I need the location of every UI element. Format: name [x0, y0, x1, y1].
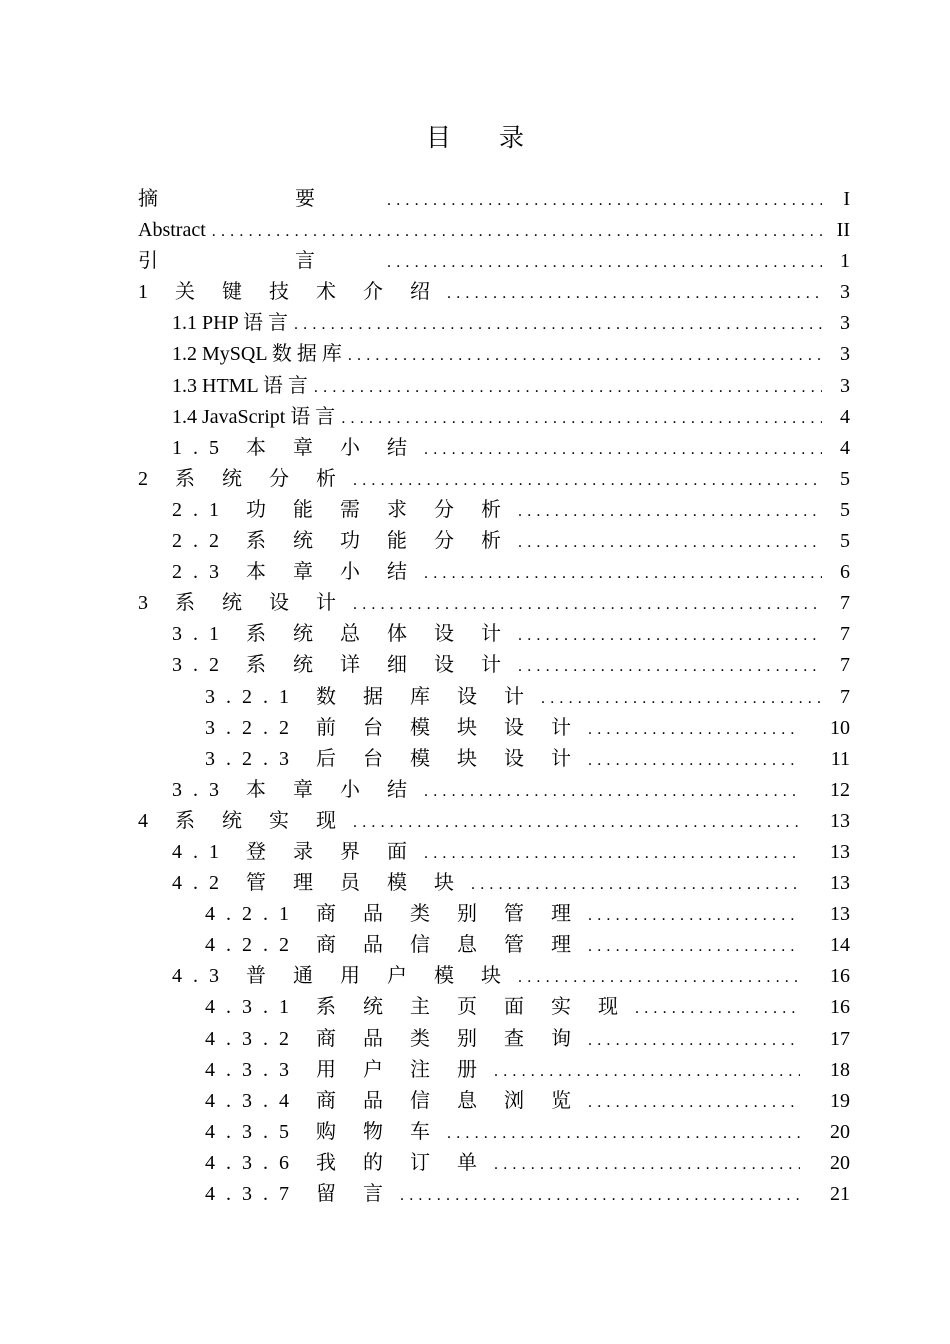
toc-entry[interactable]: [138, 961, 850, 992]
toc-dot-leader: [341, 403, 822, 434]
toc-dot-leader: [494, 1056, 800, 1087]
table-of-contents: [138, 184, 850, 1210]
toc-entry-label: 4.2.1 商 品 类 别 管 理: [205, 903, 582, 926]
toc-entry[interactable]: [138, 992, 850, 1023]
toc-page-number: 18: [830, 1058, 850, 1081]
toc-entry[interactable]: [138, 1024, 850, 1055]
toc-page-number: 20: [830, 1120, 850, 1143]
toc-entry-label: 3.2.3 后 台 模 块 设 计: [205, 747, 582, 770]
toc-entry[interactable]: [138, 184, 850, 215]
toc-entry-label: 1.2 MySQL 数 据 库: [172, 343, 342, 366]
toc-page-number: 13: [830, 903, 850, 926]
toc-entry[interactable]: [138, 588, 850, 619]
toc-entry[interactable]: [138, 837, 850, 868]
toc-entry-label: 4.3.1 系 统 主 页 面 实 现: [205, 996, 629, 1019]
toc-dot-leader: [424, 434, 822, 465]
toc-dot-leader: [447, 278, 822, 309]
toc-entry-label: 3.2 系 统 详 细 设 计: [172, 654, 512, 677]
toc-dot-leader: [447, 1118, 800, 1149]
toc-entry[interactable]: [138, 806, 850, 837]
toc-entry[interactable]: [138, 371, 850, 402]
toc-dot-leader: [635, 993, 800, 1024]
toc-dot-leader: [424, 558, 822, 589]
toc-page-number: 11: [830, 747, 850, 770]
toc-page-number: 5: [840, 498, 850, 521]
toc-page-number: 3: [840, 281, 850, 304]
toc-dot-leader: [588, 931, 800, 962]
toc-entry[interactable]: [138, 1148, 850, 1179]
toc-page-number: I: [843, 188, 850, 210]
toc-entry-label: 1.4 JavaScript 语 言: [172, 405, 336, 428]
toc-page-number: 13: [830, 872, 850, 895]
toc-page-number: 6: [840, 561, 850, 584]
toc-dot-leader: [353, 589, 822, 620]
toc-dot-leader: [588, 1025, 800, 1056]
toc-page-number: 17: [830, 1027, 850, 1050]
toc-entry[interactable]: [138, 899, 850, 930]
toc-entry-label: 4.3.4 商 品 信 息 浏 览: [205, 1089, 582, 1112]
toc-page-number: 19: [830, 1089, 850, 1112]
toc-entry[interactable]: [138, 682, 850, 713]
toc-dot-leader: [424, 838, 800, 869]
toc-entry-label: 2.2 系 统 功 能 分 析: [172, 530, 512, 553]
toc-page-number: 20: [830, 1151, 850, 1174]
toc-entry-label: 3.2.1 数 据 库 设 计: [205, 685, 535, 708]
toc-page-number: 7: [840, 685, 850, 708]
toc-entry[interactable]: [138, 1055, 850, 1086]
toc-page-number: 13: [830, 809, 850, 832]
toc-entry[interactable]: [138, 930, 850, 961]
toc-entry[interactable]: [138, 1179, 850, 1210]
toc-entry-label: 4.1 登 录 界 面: [172, 840, 418, 863]
toc-entry-label: 4.3.2 商 品 类 别 查 询: [205, 1027, 582, 1050]
toc-page-number: 1: [840, 250, 850, 273]
toc-page-number: 16: [830, 996, 850, 1019]
page-title-part-1: 目: [425, 125, 451, 152]
toc-page-number: 4: [840, 405, 850, 428]
toc-page-number: 5: [840, 467, 850, 490]
toc-entry-label: 引 言: [138, 250, 381, 273]
toc-entry[interactable]: [138, 650, 850, 681]
toc-entry[interactable]: [138, 1117, 850, 1148]
toc-dot-leader: [471, 869, 800, 900]
toc-dot-leader: [353, 465, 822, 496]
toc-entry-label: 2.1 功 能 需 求 分 析: [172, 498, 512, 521]
toc-entry-label: 2.3 本 章 小 结: [172, 561, 418, 584]
toc-dot-leader: [541, 683, 822, 714]
toc-page-number: 21: [830, 1183, 850, 1205]
toc-entry[interactable]: [138, 402, 850, 433]
toc-entry-label: 4.2.2 商 品 信 息 管 理: [205, 934, 582, 957]
toc-entry[interactable]: [138, 339, 850, 370]
page-title: [0, 118, 950, 154]
page-title-part-2: 录: [499, 125, 525, 152]
toc-dot-leader: [518, 651, 822, 682]
toc-entry[interactable]: [138, 495, 850, 526]
toc-dot-leader: [518, 496, 822, 527]
toc-page-number: 7: [840, 654, 850, 677]
toc-page-number: 7: [840, 592, 850, 615]
toc-entry[interactable]: [138, 308, 850, 339]
toc-entry-label: 1 关 键 技 术 介 绍: [138, 281, 441, 304]
toc-entry[interactable]: [138, 246, 850, 277]
toc-entry-label: 3.1 系 统 总 体 设 计: [172, 623, 512, 646]
toc-dot-leader: [588, 1087, 800, 1118]
toc-dot-leader: [588, 714, 800, 745]
toc-entry[interactable]: [138, 1086, 850, 1117]
toc-dot-leader: [387, 247, 822, 278]
toc-entry[interactable]: [138, 526, 850, 557]
toc-entry[interactable]: [138, 464, 850, 495]
toc-entry-label: 3.2.2 前 台 模 块 设 计: [205, 716, 582, 739]
toc-page-number: 3: [840, 343, 850, 366]
toc-entry[interactable]: [138, 433, 850, 464]
toc-entry-label: Abstract: [138, 219, 206, 242]
toc-page-number: 5: [840, 530, 850, 553]
toc-entry-label: 4.3.7 留 言: [205, 1183, 394, 1205]
toc-dot-leader: [518, 527, 822, 558]
toc-page-number: 7: [840, 623, 850, 646]
toc-dot-leader: [212, 216, 822, 247]
toc-entry[interactable]: [138, 557, 850, 588]
toc-dot-leader: [294, 309, 822, 340]
toc-entry-label: 3.3 本 章 小 结: [172, 778, 418, 801]
toc-page-number: II: [836, 219, 850, 242]
toc-entry[interactable]: [138, 775, 850, 806]
toc-page-number: 10: [830, 716, 850, 739]
toc-dot-leader: [588, 745, 800, 776]
toc-entry-label: 4.3.3 用 户 注 册: [205, 1058, 488, 1081]
toc-entry[interactable]: [138, 868, 850, 899]
toc-entry[interactable]: [138, 215, 850, 246]
toc-dot-leader: [424, 776, 800, 807]
toc-dot-leader: [314, 372, 822, 403]
toc-dot-leader: [588, 900, 800, 931]
toc-dot-leader: [353, 807, 800, 838]
toc-dot-leader: [494, 1149, 800, 1180]
toc-entry-label: 1.1 PHP 语 言: [172, 312, 288, 335]
toc-page-number: 3: [840, 312, 850, 335]
toc-page-number: 3: [840, 374, 850, 397]
toc-dot-leader: [518, 962, 800, 993]
toc-page-number: 12: [830, 778, 850, 801]
toc-entry-label: 4.3 普 通 用 户 模 块: [172, 965, 512, 988]
toc-entry-label: 4.3.5 购 物 车: [205, 1120, 441, 1143]
toc-entry[interactable]: [138, 277, 850, 308]
toc-entry-label: 3 系 统 设 计: [138, 592, 347, 615]
toc-entry-label: 4 系 统 实 现: [138, 809, 347, 832]
toc-page-number: 14: [830, 934, 850, 957]
toc-dot-leader: [387, 185, 822, 216]
toc-entry-label: 4.3.6 我 的 订 单: [205, 1151, 488, 1174]
toc-entry-label: 1.5 本 章 小 结: [172, 436, 418, 459]
toc-dot-leader: [518, 620, 822, 651]
toc-page-number: 4: [840, 436, 850, 459]
toc-entry[interactable]: [138, 744, 850, 775]
toc-entry[interactable]: [138, 713, 850, 744]
toc-entry-label: 1.3 HTML 语 言: [172, 374, 308, 397]
toc-dot-leader: [400, 1180, 800, 1211]
toc-entry-label: 4.2 管 理 员 模 块: [172, 872, 465, 895]
toc-page-number: 13: [830, 840, 850, 863]
toc-entry[interactable]: [138, 619, 850, 650]
toc-entry-label: 摘 要: [138, 188, 381, 210]
toc-dot-leader: [348, 340, 822, 371]
toc-entry-label: 2 系 统 分 析: [138, 467, 347, 490]
toc-page-number: 16: [830, 965, 850, 988]
